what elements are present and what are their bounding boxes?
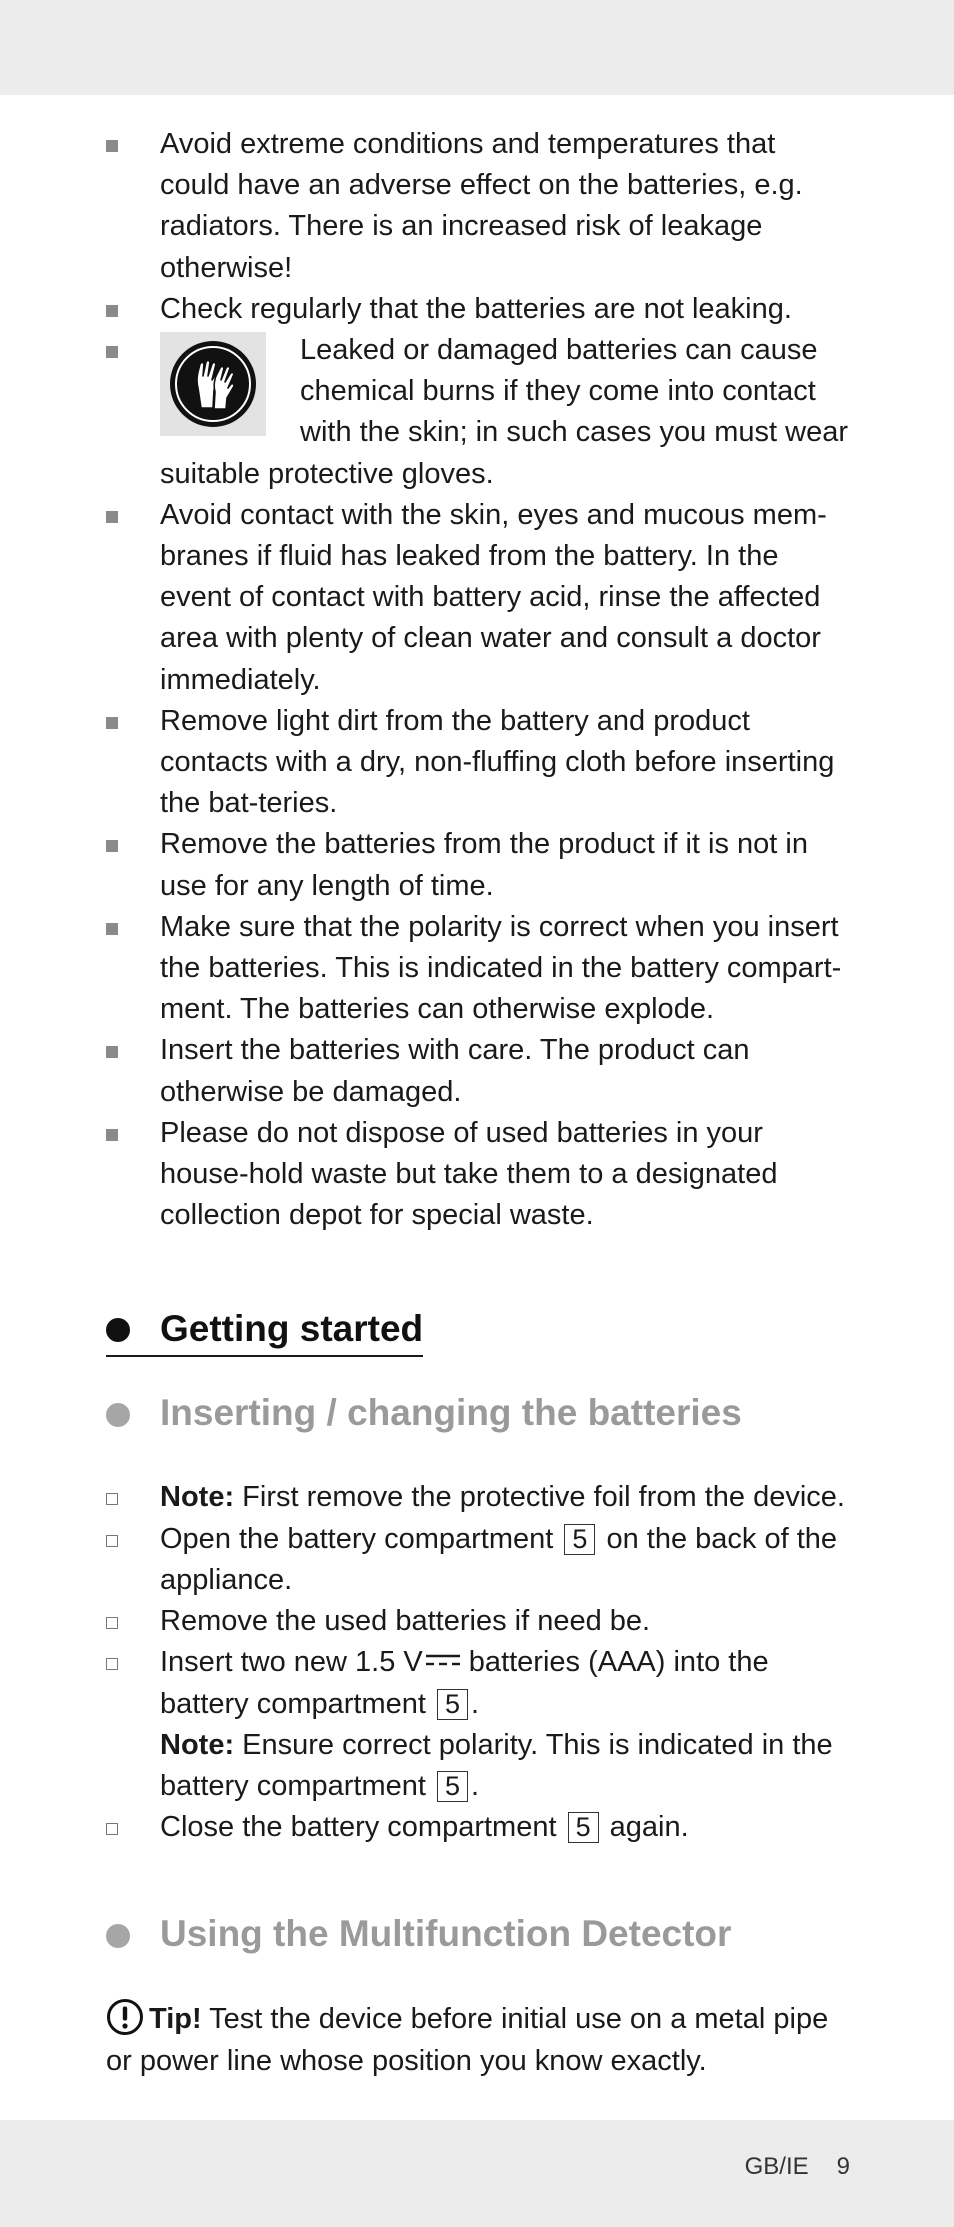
black-dot-icon	[106, 1318, 130, 1342]
square-bullet-icon	[106, 717, 118, 729]
using-detector-title: Using the Multifunction Detector	[160, 1913, 732, 1955]
tip-label: Tip!	[149, 2003, 202, 2036]
list-item-gloves: Leaked or damaged batteries can cause chemical burns if they come into contact with the skin; in such cases you must wear suitable protective gloves.	[106, 330, 850, 495]
note-label: Note:	[160, 1728, 235, 1761]
list-item: Avoid contact with the skin, eyes and mucous mem-branes if fluid has leaked from the battery. In the event of contact with battery acid, rinse the affected area with plenty of clean water and consult a doctor immediately.	[106, 495, 850, 701]
tip-paragraph: Tip! Test the device before initial use on a metal pipe or power line whose position you know exactly.	[106, 1998, 850, 2081]
square-bullet-icon	[106, 305, 118, 317]
square-bullet-icon	[106, 511, 118, 523]
list-item: Remove light dirt from the battery and product contacts with a dry, non-fluffing cloth before inserting the bat-teries.	[106, 701, 850, 825]
list-item: Insert the batteries with care. The product can otherwise be damaged.	[106, 1030, 850, 1112]
checkbox-bullet-icon	[106, 1658, 118, 1670]
list-item: Please do not dispose of used batteries in your house-hold waste but take them to a designated collection depot for special waste.	[106, 1113, 850, 1237]
square-bullet-icon	[106, 840, 118, 852]
list-item: Insert two new 1.5 V batteries (AAA) into the battery compartment 5 . Note: Ensure correct polarity. This is indicated in the battery compartment 5 .	[106, 1642, 850, 1807]
footer-locale: GB/IE	[744, 2153, 809, 2180]
list-item: Check regularly that the batteries are not leaking.	[106, 289, 850, 330]
checkbox-bullet-icon	[106, 1617, 118, 1629]
page-footer	[700, 2152, 850, 2182]
section-heading-getting-started	[106, 1307, 423, 1357]
square-bullet-icon	[106, 140, 118, 152]
square-bullet-icon	[106, 346, 118, 358]
section-heading-using	[106, 1912, 850, 1956]
list-item: Remove the batteries from the product if it is not in use for any length of time.	[106, 824, 850, 906]
list-item: Avoid extreme conditions and temperatures that could have an adverse effect on the batteries, e.g. radiators. There is an increased risk of leakage otherwise!	[106, 124, 850, 289]
direct-current-icon	[425, 1651, 461, 1669]
list-item: Close the battery compartment 5 again.	[106, 1807, 850, 1848]
list-item: Make sure that the polarity is correct when you insert the batteries. This is indicated in the battery compart-ment. The batteries can otherwise explode.	[106, 907, 850, 1031]
list-item: Note: First remove the protective foil from the device.	[106, 1477, 850, 1518]
protective-gloves-icon	[160, 332, 266, 436]
checkbox-bullet-icon	[106, 1823, 118, 1835]
list-item: Open the battery compartment 5 on the back of the appliance.	[106, 1519, 850, 1601]
part-reference: 5	[568, 1812, 599, 1843]
grey-dot-icon	[106, 1924, 130, 1948]
part-reference: 5	[437, 1689, 468, 1720]
square-bullet-icon	[106, 923, 118, 935]
page-content	[106, 124, 850, 2082]
grey-dot-icon	[106, 1403, 130, 1427]
inserting-batteries-title: Inserting / changing the batteries	[160, 1392, 742, 1434]
battery-steps-list	[106, 1477, 850, 1848]
top-band	[0, 0, 954, 95]
note-label: Note:	[160, 1481, 235, 1514]
getting-started-title: Getting started	[160, 1308, 424, 1350]
part-reference: 5	[564, 1524, 595, 1555]
square-bullet-icon	[106, 1046, 118, 1058]
battery-safety-list	[106, 124, 850, 1236]
list-item: Remove the used batteries if need be.	[106, 1601, 850, 1642]
checkbox-bullet-icon	[106, 1493, 118, 1505]
square-bullet-icon	[106, 1129, 118, 1141]
page-number: 9	[836, 2153, 850, 2180]
section-heading-inserting	[106, 1391, 850, 1435]
checkbox-bullet-icon	[106, 1535, 118, 1547]
part-reference: 5	[437, 1771, 468, 1802]
exclamation-circle-icon	[106, 1998, 144, 2036]
